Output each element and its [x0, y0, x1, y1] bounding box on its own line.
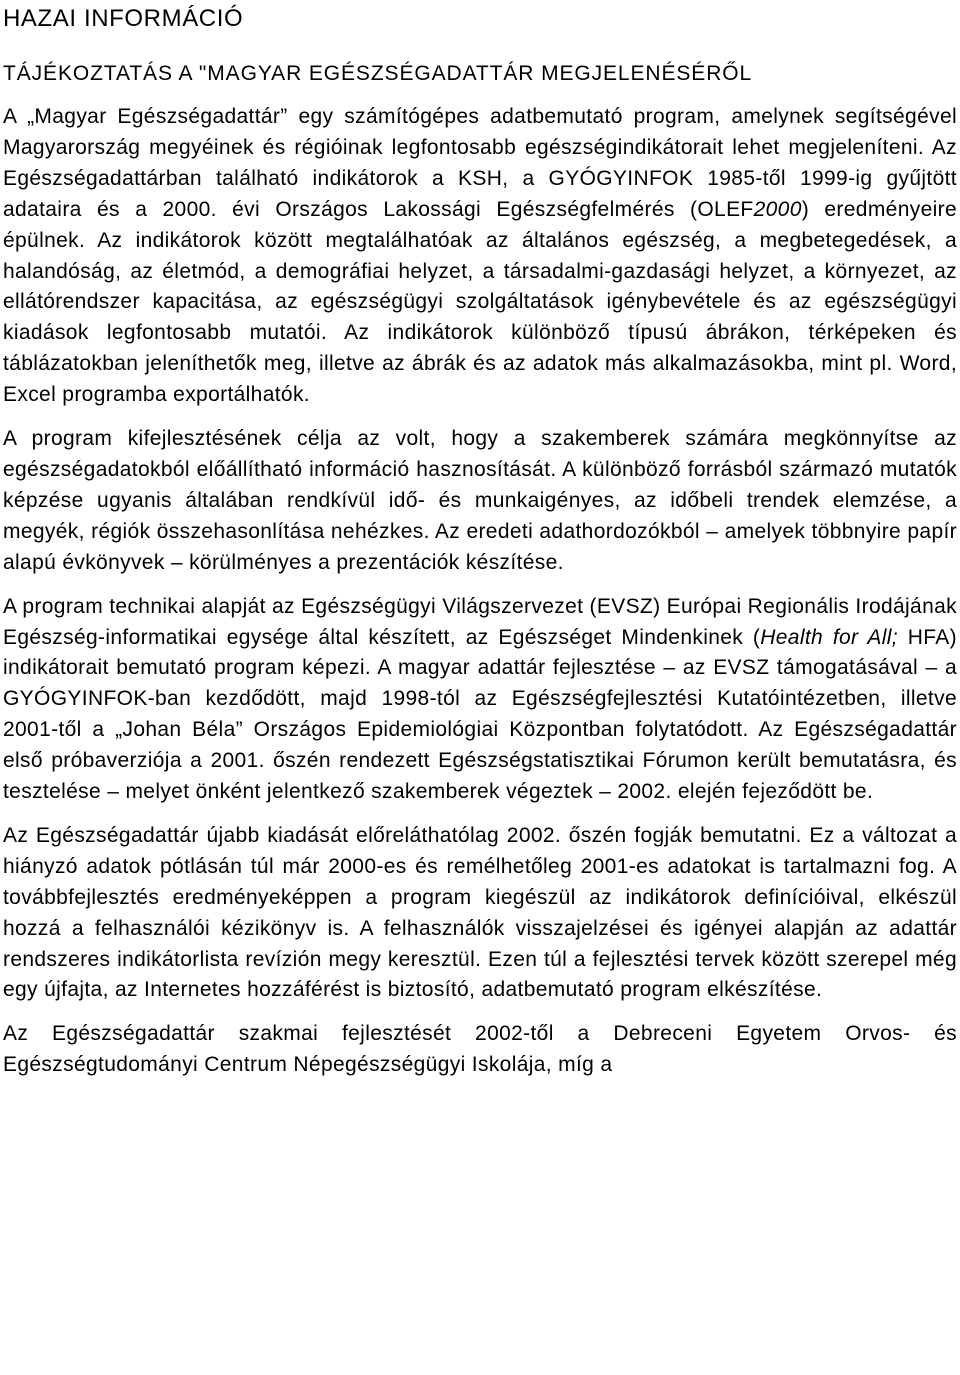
paragraph-3-text-a: A program technikai alapját az Egészségügyi Világszervezet (EVSZ) Európai Regionális Irodájának Egészség-informatikai egysége által készített, az Egészséget Mindenkinek (	[3, 594, 957, 649]
paragraph-3-text-c: HFA) indikátorait bemutató program képezi. A magyar adattár fejlesztése – az EVSZ támogatásával – a GYÓGYINFOK-ban kezdődött, majd 1998-tól az Egészségfejlesztési Kutatóintézetben, illetve 2001-től a „Johan Béla” Országos Epidemiológiai Központban folytatódott. Az Egészségadattár első próbaverziója a 2001. őszén rendezett Egészségstatisztikai Fórumon került bemutatásra, és tesztelése – melyet önként jelentkező szakemberek végeztek – 2002. elején fejeződött be.	[3, 625, 957, 804]
paragraph-5: Az Egészségadattár szakmai fejlesztését 2002-től a Debreceni Egyetem Orvos- és Egészségtudományi Centrum Népegészségügyi Iskolája, míg a	[3, 1022, 957, 1077]
paragraph-1-olef-year: 2000	[753, 197, 802, 221]
document-page	[3, 0, 957, 1081]
paragraph-2: A program kifejlesztésének célja az volt, hogy a szakemberek számára megkönnyítse az egészségadatokból előállítható információ hasznosítását. A különböző forrásból származó mutatók képzése ugyanis általában rendkívül idő- és munkaigényes, az időbeli trendek elemzése, a megyék, régiók összehasonlítása nehézkes. Az eredeti adathordozókból – amelyek többnyire papír alapú évkönyvek – körülményes a prezentációk készítése.	[3, 427, 957, 574]
paragraph-1-text-a: A „Magyar Egészségadattár” egy számítógépes adatbemutató program, amelynek segítségével Magyarország megyéinek és régióinak legfontosabb egészségindikátorait lehet megjeleníteni. Az Egészségadattárban található indikátorok a KSH, a GYÓGYINFOK 1985-től 1999-ig gyűjtött adataira és a 2000. évi Országos Lakossági Egészségfelmérés (OLEF	[3, 105, 957, 221]
paragraph-1	[3, 102, 957, 411]
paragraph-1-text-c: ) eredményeire épülnek. Az indikátorok között megtalálhatóak az általános egészség, a megbetegedések, a halandóság, az életmód, a demográfiai helyzet, a társadalmi-gazdasági helyzet, a környezet, az ellátórendszer kapacitása, az egészségügyi szolgáltatások igénybevétele és az egészségügyi kiadások legfontosabb mutatói. Az indikátorok különböző típusú ábrákon, térképeken és táblázatokban jeleníthetők meg, illetve az ábrák és az adatok más alkalmazásokba, mint pl. Word, Excel programba exportálhatók.	[3, 197, 957, 407]
article-title: TÁJÉKOZTATÁS A "MAGYAR EGÉSZSÉGADATTÁR MEGJELENÉSÉRŐL	[3, 62, 753, 85]
paragraph-3	[3, 592, 957, 808]
paragraph-3-hfa-italic: Health for All;	[760, 625, 898, 649]
page-title: HAZAI INFORMÁCIÓ	[3, 5, 244, 32]
paragraph-4: Az Egészségadattár újabb kiadását előreláthatólag 2002. őszén fogják bemutatni. Ez a változat a hiányzó adatok pótlásán túl már 2000-es és remélhetőleg 2001-es adatokat is tartalmazni fog. A továbbfejlesztés eredményeképpen a program kiegészül az indikátorok definícióival, elkészül hozzá a felhasználói kézikönyv is. A felhasználók visszajelzései és igényei alapján az adattár rendszeres indikátorlista revízión megy keresztül. Ezen túl a fejlesztési tervek között szerepel még egy újfajta, az Internetes hozzáférést is biztosító, adatbemutató program elkészítése.	[3, 823, 957, 1002]
